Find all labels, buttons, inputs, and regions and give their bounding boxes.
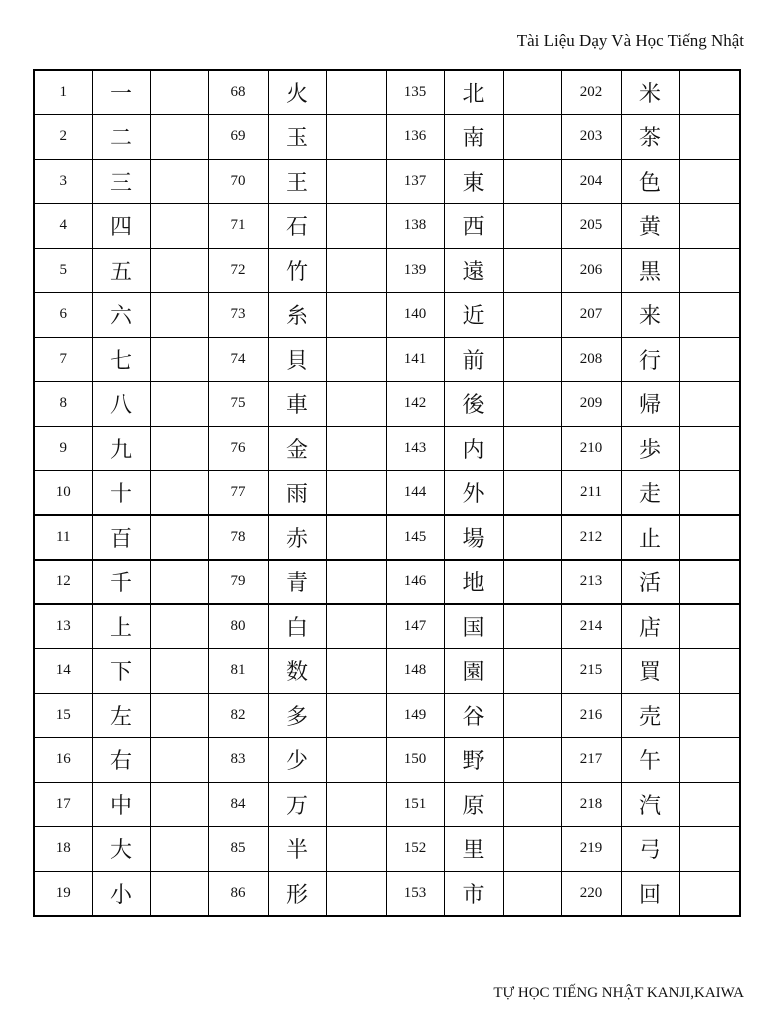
- kanji-number-cell: 135: [386, 70, 444, 115]
- kanji-character-cell: 一: [92, 70, 150, 115]
- kanji-number-cell: 146: [386, 560, 444, 605]
- kanji-character-cell: 売: [621, 693, 679, 738]
- kanji-character-cell: 数: [268, 649, 326, 694]
- kanji-blank-cell: [503, 604, 561, 649]
- kanji-character-cell: 歩: [621, 426, 679, 471]
- table-row: [34, 871, 740, 916]
- kanji-character-cell: 園: [444, 649, 503, 694]
- kanji-blank-cell: [503, 70, 561, 115]
- kanji-number-cell: 10: [34, 471, 92, 516]
- kanji-number-cell: 14: [34, 649, 92, 694]
- kanji-blank-cell: [150, 382, 208, 427]
- kanji-number-cell: 12: [34, 560, 92, 605]
- kanji-number-cell: 136: [386, 115, 444, 160]
- kanji-number-cell: 85: [208, 827, 268, 872]
- kanji-blank-cell: [503, 293, 561, 338]
- kanji-character-cell: 青: [268, 560, 326, 605]
- kanji-character-cell: 色: [621, 159, 679, 204]
- kanji-character-cell: 右: [92, 738, 150, 783]
- kanji-number-cell: 212: [561, 515, 621, 560]
- kanji-blank-cell: [150, 871, 208, 916]
- kanji-blank-cell: [150, 293, 208, 338]
- kanji-number-cell: 150: [386, 738, 444, 783]
- table-row: [34, 337, 740, 382]
- kanji-character-cell: 多: [268, 693, 326, 738]
- kanji-blank-cell: [150, 159, 208, 204]
- kanji-number-cell: 19: [34, 871, 92, 916]
- kanji-blank-cell: [679, 604, 740, 649]
- kanji-blank-cell: [150, 515, 208, 560]
- kanji-blank-cell: [679, 382, 740, 427]
- kanji-number-cell: 219: [561, 827, 621, 872]
- kanji-blank-cell: [326, 382, 386, 427]
- kanji-blank-cell: [679, 293, 740, 338]
- kanji-blank-cell: [326, 426, 386, 471]
- kanji-number-cell: 7: [34, 337, 92, 382]
- kanji-character-cell: 東: [444, 159, 503, 204]
- kanji-blank-cell: [326, 782, 386, 827]
- kanji-character-cell: 外: [444, 471, 503, 516]
- kanji-number-cell: 9: [34, 426, 92, 471]
- table-row: [34, 159, 740, 204]
- table-row: [34, 560, 740, 605]
- kanji-blank-cell: [326, 738, 386, 783]
- kanji-character-cell: 原: [444, 782, 503, 827]
- kanji-number-cell: 202: [561, 70, 621, 115]
- kanji-number-cell: 73: [208, 293, 268, 338]
- kanji-character-cell: 止: [621, 515, 679, 560]
- kanji-character-cell: 大: [92, 827, 150, 872]
- kanji-number-cell: 17: [34, 782, 92, 827]
- kanji-number-cell: 143: [386, 426, 444, 471]
- kanji-character-cell: 六: [92, 293, 150, 338]
- table-row: [34, 649, 740, 694]
- kanji-number-cell: 82: [208, 693, 268, 738]
- kanji-character-cell: 火: [268, 70, 326, 115]
- kanji-number-cell: 72: [208, 248, 268, 293]
- table-row: [34, 693, 740, 738]
- table-row: [34, 515, 740, 560]
- kanji-blank-cell: [150, 248, 208, 293]
- kanji-number-cell: 76: [208, 426, 268, 471]
- kanji-number-cell: 69: [208, 115, 268, 160]
- kanji-character-cell: 黒: [621, 248, 679, 293]
- page-footer: TỰ HỌC TIẾNG NHẬT KANJI,KAIWA: [493, 985, 744, 1001]
- kanji-number-cell: 80: [208, 604, 268, 649]
- kanji-number-cell: 215: [561, 649, 621, 694]
- table-row: [34, 248, 740, 293]
- kanji-character-cell: 来: [621, 293, 679, 338]
- kanji-character-cell: 弓: [621, 827, 679, 872]
- kanji-number-cell: 83: [208, 738, 268, 783]
- kanji-blank-cell: [503, 382, 561, 427]
- kanji-character-cell: 活: [621, 560, 679, 605]
- kanji-blank-cell: [679, 471, 740, 516]
- kanji-blank-cell: [679, 248, 740, 293]
- kanji-blank-cell: [503, 248, 561, 293]
- kanji-number-cell: 75: [208, 382, 268, 427]
- kanji-character-cell: 玉: [268, 115, 326, 160]
- kanji-number-cell: 152: [386, 827, 444, 872]
- kanji-blank-cell: [503, 204, 561, 249]
- table-row: [34, 827, 740, 872]
- kanji-number-cell: 208: [561, 337, 621, 382]
- kanji-number-cell: 145: [386, 515, 444, 560]
- kanji-number-cell: 144: [386, 471, 444, 516]
- kanji-blank-cell: [679, 70, 740, 115]
- table-row: [34, 604, 740, 649]
- kanji-number-cell: 218: [561, 782, 621, 827]
- kanji-character-cell: 車: [268, 382, 326, 427]
- kanji-blank-cell: [326, 515, 386, 560]
- kanji-blank-cell: [150, 115, 208, 160]
- kanji-blank-cell: [503, 337, 561, 382]
- kanji-blank-cell: [503, 738, 561, 783]
- kanji-character-cell: 市: [444, 871, 503, 916]
- kanji-blank-cell: [679, 738, 740, 783]
- kanji-blank-cell: [679, 159, 740, 204]
- kanji-character-cell: 五: [92, 248, 150, 293]
- kanji-number-cell: 11: [34, 515, 92, 560]
- table-row: [34, 738, 740, 783]
- kanji-character-cell: 走: [621, 471, 679, 516]
- kanji-number-cell: 86: [208, 871, 268, 916]
- kanji-number-cell: 71: [208, 204, 268, 249]
- kanji-blank-cell: [150, 649, 208, 694]
- kanji-number-cell: 141: [386, 337, 444, 382]
- kanji-blank-cell: [503, 827, 561, 872]
- table-row: [34, 115, 740, 160]
- kanji-blank-cell: [150, 426, 208, 471]
- kanji-character-cell: 地: [444, 560, 503, 605]
- kanji-character-cell: 白: [268, 604, 326, 649]
- kanji-number-cell: 5: [34, 248, 92, 293]
- kanji-number-cell: 206: [561, 248, 621, 293]
- kanji-character-cell: 左: [92, 693, 150, 738]
- kanji-character-cell: 行: [621, 337, 679, 382]
- kanji-character-cell: 貝: [268, 337, 326, 382]
- kanji-blank-cell: [679, 827, 740, 872]
- kanji-blank-cell: [503, 560, 561, 605]
- kanji-number-cell: 6: [34, 293, 92, 338]
- kanji-blank-cell: [150, 471, 208, 516]
- kanji-blank-cell: [679, 204, 740, 249]
- kanji-character-cell: 四: [92, 204, 150, 249]
- kanji-character-cell: 中: [92, 782, 150, 827]
- kanji-character-cell: 前: [444, 337, 503, 382]
- kanji-blank-cell: [326, 471, 386, 516]
- kanji-number-cell: 2: [34, 115, 92, 160]
- kanji-number-cell: 214: [561, 604, 621, 649]
- kanji-character-cell: 回: [621, 871, 679, 916]
- kanji-character-cell: 石: [268, 204, 326, 249]
- kanji-blank-cell: [326, 693, 386, 738]
- kanji-character-cell: 七: [92, 337, 150, 382]
- kanji-character-cell: 上: [92, 604, 150, 649]
- kanji-blank-cell: [679, 649, 740, 694]
- kanji-blank-cell: [679, 782, 740, 827]
- kanji-blank-cell: [150, 782, 208, 827]
- kanji-character-cell: 百: [92, 515, 150, 560]
- kanji-blank-cell: [503, 159, 561, 204]
- kanji-number-cell: 203: [561, 115, 621, 160]
- kanji-character-cell: 九: [92, 426, 150, 471]
- kanji-number-cell: 81: [208, 649, 268, 694]
- kanji-blank-cell: [503, 115, 561, 160]
- kanji-number-cell: 149: [386, 693, 444, 738]
- kanji-blank-cell: [326, 204, 386, 249]
- kanji-blank-cell: [503, 693, 561, 738]
- kanji-blank-cell: [326, 248, 386, 293]
- kanji-blank-cell: [150, 560, 208, 605]
- kanji-blank-cell: [503, 649, 561, 694]
- kanji-character-cell: 千: [92, 560, 150, 605]
- kanji-character-cell: 十: [92, 471, 150, 516]
- table-row: [34, 426, 740, 471]
- kanji-blank-cell: [326, 560, 386, 605]
- kanji-number-cell: 3: [34, 159, 92, 204]
- kanji-blank-cell: [150, 337, 208, 382]
- page-header-title: Tài Liệu Dạy Và Học Tiếng Nhật: [516, 31, 744, 50]
- kanji-blank-cell: [326, 871, 386, 916]
- kanji-character-cell: 米: [621, 70, 679, 115]
- kanji-number-cell: 211: [561, 471, 621, 516]
- kanji-number-cell: 77: [208, 471, 268, 516]
- kanji-number-cell: 13: [34, 604, 92, 649]
- kanji-character-cell: 帰: [621, 382, 679, 427]
- table-row: [34, 471, 740, 516]
- kanji-character-cell: 近: [444, 293, 503, 338]
- kanji-number-cell: 70: [208, 159, 268, 204]
- kanji-character-cell: 後: [444, 382, 503, 427]
- kanji-blank-cell: [679, 560, 740, 605]
- kanji-character-cell: 内: [444, 426, 503, 471]
- kanji-character-cell: 北: [444, 70, 503, 115]
- kanji-blank-cell: [150, 693, 208, 738]
- kanji-number-cell: 217: [561, 738, 621, 783]
- kanji-number-cell: 68: [208, 70, 268, 115]
- kanji-character-cell: 谷: [444, 693, 503, 738]
- kanji-character-cell: 三: [92, 159, 150, 204]
- kanji-blank-cell: [679, 515, 740, 560]
- kanji-number-cell: 142: [386, 382, 444, 427]
- kanji-blank-cell: [679, 871, 740, 916]
- kanji-number-cell: 78: [208, 515, 268, 560]
- kanji-number-cell: 79: [208, 560, 268, 605]
- kanji-character-cell: 店: [621, 604, 679, 649]
- kanji-character-cell: 八: [92, 382, 150, 427]
- kanji-blank-cell: [326, 827, 386, 872]
- kanji-number-cell: 207: [561, 293, 621, 338]
- kanji-blank-cell: [326, 649, 386, 694]
- kanji-character-cell: 汽: [621, 782, 679, 827]
- kanji-character-cell: 野: [444, 738, 503, 783]
- kanji-character-cell: 小: [92, 871, 150, 916]
- kanji-blank-cell: [679, 337, 740, 382]
- kanji-character-cell: 糸: [268, 293, 326, 338]
- kanji-character-cell: 遠: [444, 248, 503, 293]
- kanji-character-cell: 万: [268, 782, 326, 827]
- kanji-number-cell: 1: [34, 70, 92, 115]
- kanji-character-cell: 国: [444, 604, 503, 649]
- kanji-character-cell: 黄: [621, 204, 679, 249]
- kanji-number-cell: 4: [34, 204, 92, 249]
- kanji-blank-cell: [326, 115, 386, 160]
- kanji-character-cell: 形: [268, 871, 326, 916]
- kanji-blank-cell: [326, 604, 386, 649]
- table-row: [34, 782, 740, 827]
- kanji-number-cell: 139: [386, 248, 444, 293]
- kanji-blank-cell: [679, 426, 740, 471]
- kanji-blank-cell: [326, 337, 386, 382]
- kanji-blank-cell: [150, 204, 208, 249]
- kanji-number-cell: 210: [561, 426, 621, 471]
- kanji-number-cell: 220: [561, 871, 621, 916]
- table-row: [34, 70, 740, 115]
- kanji-character-cell: 買: [621, 649, 679, 694]
- kanji-blank-cell: [503, 515, 561, 560]
- kanji-character-cell: 王: [268, 159, 326, 204]
- kanji-character-cell: 下: [92, 649, 150, 694]
- kanji-table: [33, 69, 741, 917]
- kanji-blank-cell: [150, 70, 208, 115]
- kanji-blank-cell: [503, 471, 561, 516]
- kanji-character-cell: 半: [268, 827, 326, 872]
- table-row: [34, 204, 740, 249]
- kanji-blank-cell: [150, 827, 208, 872]
- kanji-character-cell: 金: [268, 426, 326, 471]
- kanji-character-cell: 午: [621, 738, 679, 783]
- kanji-number-cell: 140: [386, 293, 444, 338]
- kanji-number-cell: 74: [208, 337, 268, 382]
- kanji-blank-cell: [503, 782, 561, 827]
- kanji-blank-cell: [150, 738, 208, 783]
- kanji-number-cell: 216: [561, 693, 621, 738]
- kanji-character-cell: 南: [444, 115, 503, 160]
- kanji-number-cell: 148: [386, 649, 444, 694]
- kanji-character-cell: 場: [444, 515, 503, 560]
- kanji-blank-cell: [326, 293, 386, 338]
- kanji-number-cell: 137: [386, 159, 444, 204]
- kanji-number-cell: 209: [561, 382, 621, 427]
- kanji-number-cell: 205: [561, 204, 621, 249]
- kanji-number-cell: 15: [34, 693, 92, 738]
- kanji-number-cell: 204: [561, 159, 621, 204]
- kanji-blank-cell: [503, 871, 561, 916]
- kanji-character-cell: 茶: [621, 115, 679, 160]
- table-row: [34, 382, 740, 427]
- kanji-character-cell: 赤: [268, 515, 326, 560]
- kanji-character-cell: 竹: [268, 248, 326, 293]
- kanji-number-cell: 16: [34, 738, 92, 783]
- kanji-character-cell: 西: [444, 204, 503, 249]
- kanji-blank-cell: [679, 115, 740, 160]
- kanji-character-cell: 少: [268, 738, 326, 783]
- kanji-number-cell: 84: [208, 782, 268, 827]
- kanji-blank-cell: [150, 604, 208, 649]
- kanji-number-cell: 151: [386, 782, 444, 827]
- kanji-number-cell: 18: [34, 827, 92, 872]
- kanji-blank-cell: [326, 70, 386, 115]
- kanji-number-cell: 8: [34, 382, 92, 427]
- kanji-number-cell: 147: [386, 604, 444, 649]
- kanji-table-body: [34, 70, 740, 916]
- kanji-blank-cell: [503, 426, 561, 471]
- kanji-blank-cell: [679, 693, 740, 738]
- kanji-character-cell: 二: [92, 115, 150, 160]
- table-row: [34, 293, 740, 338]
- kanji-number-cell: 138: [386, 204, 444, 249]
- kanji-blank-cell: [326, 159, 386, 204]
- kanji-number-cell: 213: [561, 560, 621, 605]
- kanji-number-cell: 153: [386, 871, 444, 916]
- kanji-character-cell: 里: [444, 827, 503, 872]
- kanji-character-cell: 雨: [268, 471, 326, 516]
